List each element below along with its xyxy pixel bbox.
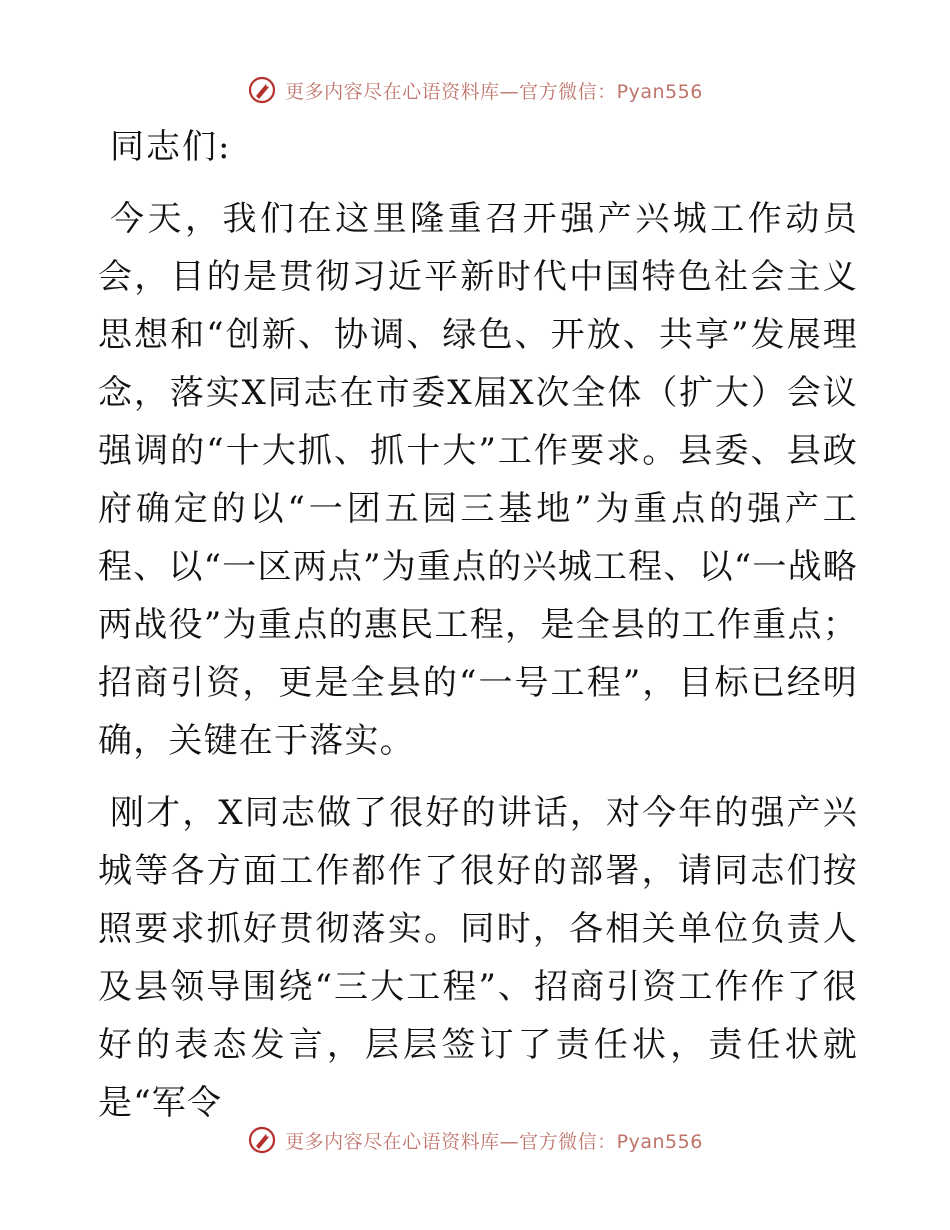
footer-watermark (0, 1122, 950, 1158)
paragraph: 刚才，X同志做了很好的讲话，对今年的强产兴城等各方面工作都作了很好的部署，请同志们按照要求抓好贯彻落实。同时，各相关单位负责人及县领导围绕“三大工程”、招商引资工作作了很好的表态发言，层层签订了责任状，责任状就是“军令 (98, 793, 858, 1123)
document-body (98, 118, 858, 1146)
pen-nib-circle-icon (247, 75, 277, 105)
watermark-text: 更多内容尽在心语资料库—官方微信：Pyan556 (285, 80, 703, 103)
paragraph: 今天，我们在这里隆重召开强产兴城工作动员会，目的是贯彻习近平新时代中国特色社会主义思想和“创新、协调、绿色、开放、共享”发展理念，落实X同志在市委X届X次全体（扩大）会议强调的“十大抓、抓十大”工作要求。县委、县政府确定的以“一团五园三基地”为重点的强产工程、以“一区两点”为重点的兴城工程、以“一战略两战役”为重点的惠民工程，是全县的工作重点；招商引资，更是全县的“一号工程”，目标已经明确，关键在于落实。 (98, 199, 858, 761)
pen-nib-circle-icon (247, 1125, 277, 1155)
header-watermark (0, 72, 950, 108)
watermark-text: 更多内容尽在心语资料库—官方微信：Pyan556 (285, 1130, 703, 1153)
salutation: 同志们: (110, 127, 232, 167)
